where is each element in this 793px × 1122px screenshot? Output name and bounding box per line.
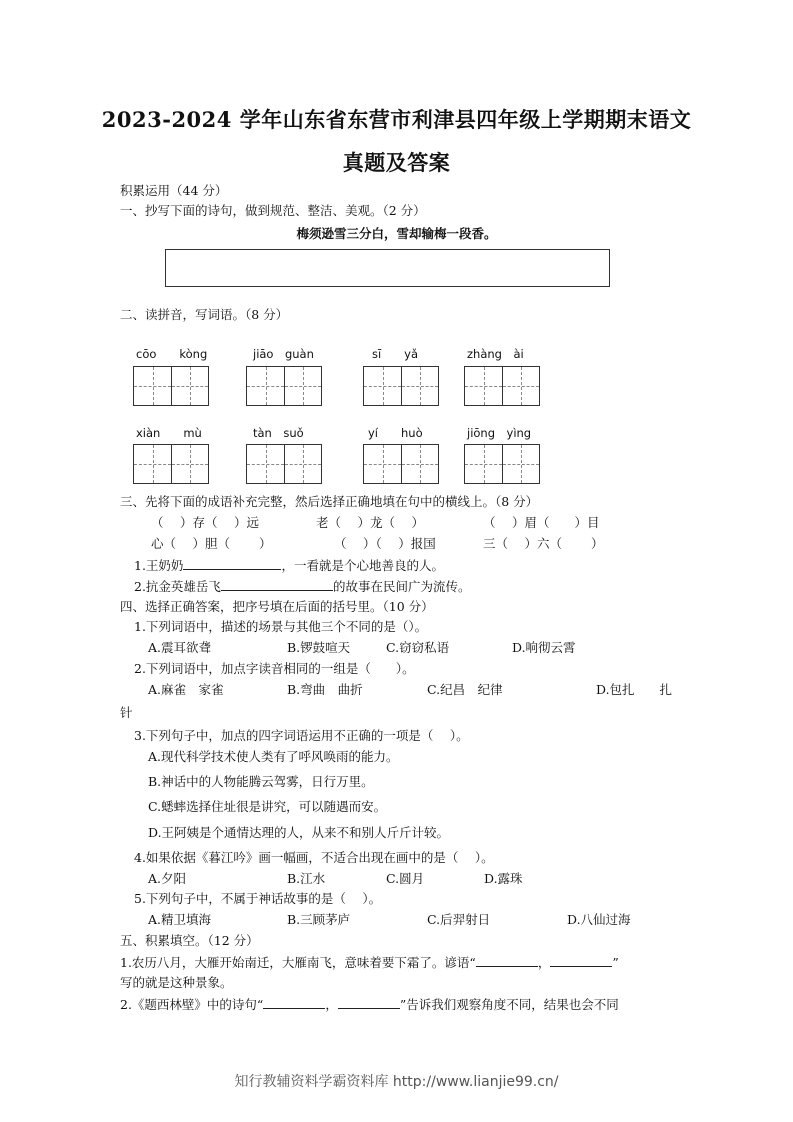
q5-sentence-2: 2.《题西林壁》中的诗句“ ， ”告诉我们观察角度不同，结果也会不同 — [120, 997, 619, 1012]
q4-item-3: 3.下列句子中，加点的四字词语运用不正确的一项是（ ）。 — [134, 728, 469, 743]
q5-heading: 五、积累填空。（12 分） — [120, 933, 259, 948]
writing-grid-6[interactable] — [246, 444, 322, 484]
q4-4-option-d[interactable]: D.露珠 — [484, 871, 523, 886]
writing-grid-7[interactable] — [363, 444, 439, 484]
pinyin-3: sī yǎ — [372, 347, 419, 361]
idiom-3: （ ）眉（ ）目 — [483, 515, 600, 530]
idiom-6: 三（ ）六（ ） — [483, 536, 604, 551]
writing-grid-5[interactable] — [133, 444, 209, 484]
q4-item-1: 1.下列词语中，描述的场景与其他三个不同的是（）。 — [134, 619, 428, 634]
writing-grid-2[interactable] — [246, 366, 322, 406]
q4-5-option-b[interactable]: B.三顾茅庐 — [287, 912, 351, 927]
q4-2-wrap: 针 — [120, 705, 133, 720]
q4-5-option-d[interactable]: D.八仙过海 — [567, 912, 631, 927]
q1-heading: 一、抄写下面的诗句，做到规范、整洁、美观。（2 分） — [120, 203, 426, 218]
q5-sentence-1-wrap: 写的就是这种景象。 — [120, 975, 233, 990]
q4-3-option-a[interactable]: A.现代科学技术使人类有了呼风唤雨的能力。 — [148, 749, 399, 764]
doc-title-line1: 2023-2024 学年山东省东营市利津县四年级上学期期末语文 — [101, 107, 692, 132]
q4-4-option-a[interactable]: A.夕阳 — [148, 871, 187, 886]
fill-blank[interactable] — [221, 578, 333, 591]
writing-grid-4[interactable] — [464, 366, 540, 406]
q4-heading: 四、选择正确答案，把序号填在后面的括号里。（10 分） — [120, 599, 434, 614]
q3-sentence-2: 2.抗金英雄岳飞 的故事在民间广为流传。 — [134, 579, 471, 594]
q4-2-option-d[interactable]: D.包扎 扎 — [596, 682, 673, 697]
doc-title-line2: 真题及答案 — [342, 150, 451, 175]
q4-2-option-a[interactable]: A.麻雀 家雀 — [148, 682, 224, 697]
q2-heading: 二、读拼音，写词语。（8 分） — [120, 307, 289, 322]
idiom-5: （ ）（ ）报国 — [334, 536, 436, 551]
q4-3-option-b[interactable]: B.神话中的人物能腾云驾雾，日行万里。 — [148, 774, 374, 789]
fill-blank[interactable] — [263, 996, 325, 1009]
pinyin-5: xiàn mù — [136, 426, 202, 440]
q4-1-option-c[interactable]: C.窃窃私语 — [386, 640, 450, 655]
footer-watermark: 知行教辅资料学霸资料库 http://www.lianjie99.cn/ — [234, 1074, 559, 1090]
q4-item-2: 2.下列词语中，加点字读音相同的一组是（ ）。 — [134, 661, 415, 676]
q4-3-option-c[interactable]: C.蟋蟀选择住址很是讲究，可以随遇而安。 — [148, 799, 387, 814]
q5-sentence-1: 1.农历八月，大雁开始南迁，大雁南飞，意味着要下霜了。谚语“ ， ” — [120, 955, 619, 970]
q3-sentence-1: 1.王奶奶 ，一看就是个心地善良的人。 — [134, 558, 444, 573]
q4-4-option-c[interactable]: C.圆月 — [386, 871, 425, 886]
q4-1-option-d[interactable]: D.响彻云霄 — [512, 640, 576, 655]
writing-grid-1[interactable] — [133, 366, 209, 406]
q4-1-option-a[interactable]: A.震耳欲聋 — [148, 640, 212, 655]
pinyin-8: jiōng yìng — [467, 426, 532, 440]
q4-5-option-a[interactable]: A.精卫填海 — [148, 912, 212, 927]
q4-4-option-b[interactable]: B.江水 — [287, 871, 326, 886]
q4-1-option-b[interactable]: B.锣鼓喧天 — [287, 640, 351, 655]
copy-box[interactable] — [165, 249, 610, 287]
q4-2-option-b[interactable]: B.弯曲 曲折 — [287, 682, 363, 697]
idiom-4: 心（ ）胆（ ） — [151, 536, 272, 551]
part-heading: 积累运用（44 分） — [120, 183, 228, 198]
fill-blank[interactable] — [476, 954, 538, 967]
q4-2-option-c[interactable]: C.纪昌 纪律 — [427, 682, 503, 697]
pinyin-7: yí huò — [368, 426, 423, 440]
q3-heading: 三、先将下面的成语补充完整，然后选择正确地填在句中的横线上。（8 分） — [120, 494, 539, 509]
writing-grid-8[interactable] — [464, 444, 540, 484]
idiom-1: （ ）存（ ）远 — [151, 515, 259, 530]
q4-5-option-c[interactable]: C.后羿射日 — [427, 912, 491, 927]
q4-item-4: 4.如果依据《暮江吟》画一幅画，不适合出现在画中的是（ ）。 — [134, 850, 494, 865]
pinyin-6: tàn suǒ — [253, 426, 304, 440]
fill-blank[interactable] — [183, 557, 281, 570]
fill-blank[interactable] — [338, 996, 400, 1009]
pinyin-4: zhàng ài — [467, 347, 524, 361]
writing-grid-3[interactable] — [363, 366, 439, 406]
q1-poem: 梅须逊雪三分白，雪却输梅一段香。 — [296, 226, 497, 241]
idiom-2: 老（ ）龙（ ） — [316, 515, 424, 530]
pinyin-2: jiāo guàn — [253, 347, 314, 361]
pinyin-1: cōo kòng — [136, 347, 208, 361]
fill-blank[interactable] — [550, 954, 612, 967]
q4-3-option-d[interactable]: D.王阿姨是个通情达理的人，从来不和别人斤斤计较。 — [148, 825, 450, 840]
q4-item-5: 5.下列句子中，不属于神话故事的是（ ）。 — [134, 891, 382, 906]
